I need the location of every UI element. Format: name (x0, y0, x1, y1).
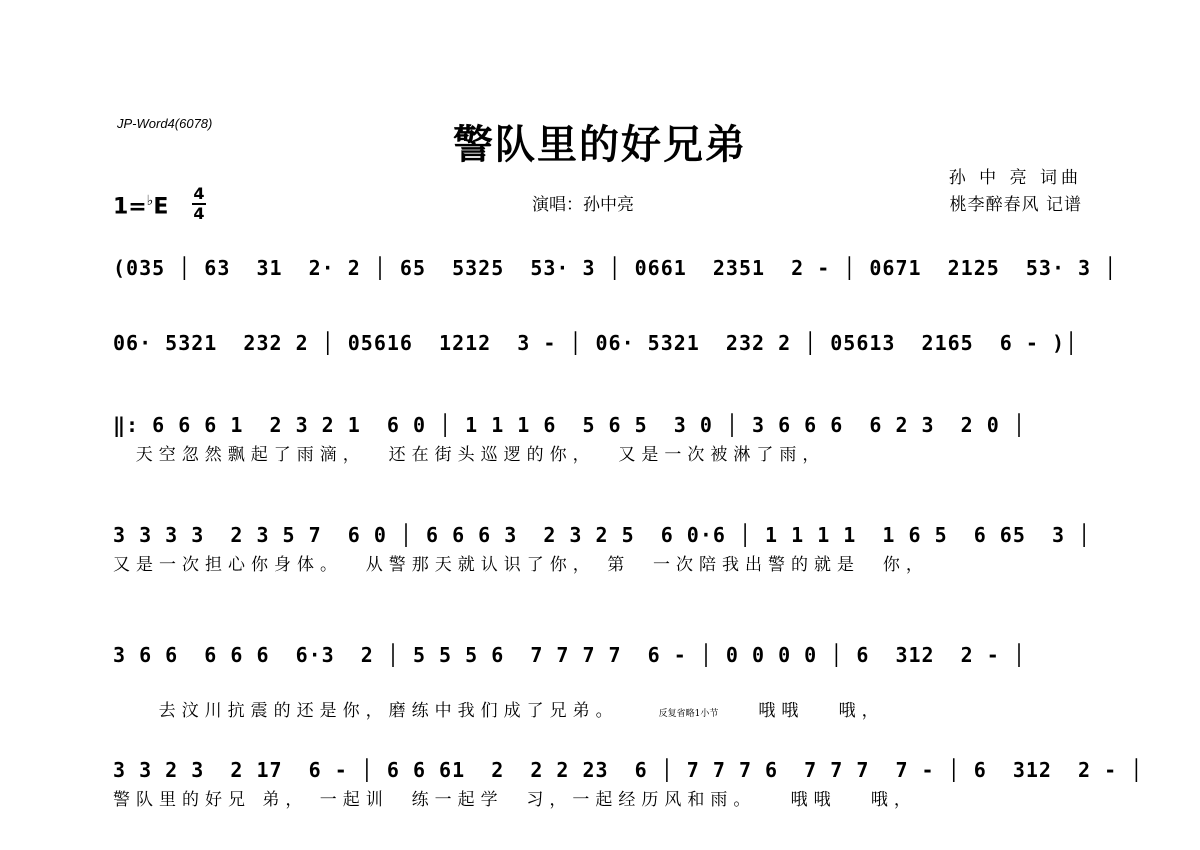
time-numerator: 4 (193, 184, 205, 203)
notation-line: 06· 5321 232 2 │ 05616 1212 3 - │ 06· 5321 232 2 │ 05613 2165 6 - )│ (113, 331, 1079, 355)
singer-credit: 演唱：孙中亮 (532, 195, 634, 215)
lyric-tail: 哦哦 哦， (758, 701, 885, 721)
lyric-line: 警队里的好兄 弟， 一起训 练一起学 习，一起经历风和雨。 哦哦 哦， (113, 790, 917, 810)
key-label: 1= (113, 194, 147, 220)
key-note: E (153, 194, 169, 220)
repeat-note: 反复省略1小节 (658, 709, 719, 719)
lyric-line: 又是一次担心你身体。 从警那天就认识了你， 第 一次陪我出警的就是 你， (113, 555, 929, 575)
notation-line: 3 3 2 3 2 17 6 - │ 6 6 61 2 2 2 23 6 │ 7 7 7 6 7 7 7 7 - │ 6 312 2 - │ (113, 758, 1144, 782)
score-system-2 (113, 328, 1089, 358)
song-title: 警队里的好兄弟 (453, 121, 747, 168)
score-system-1 (113, 253, 1118, 283)
score-system-4 (113, 520, 1092, 578)
key-signature (113, 193, 168, 219)
lyric-text: 去汶川抗震的还是你，磨练中我们成了兄弟。 (158, 701, 619, 721)
score-system-6 (113, 755, 1144, 813)
composer-credit: 孙 中 亮 词曲 (948, 168, 1082, 188)
score-system-5 (113, 640, 1089, 721)
flat-symbol: ♭ (146, 193, 154, 209)
time-signature (192, 185, 206, 223)
notation-line: 3 6 6 6 6 6 6·3 2 │ 5 5 5 6 7 7 7 7 6 - │ 0 0 0 0 │ 6 312 2 - │ (113, 643, 1026, 667)
notation-line: ‖: 6 6 6 1 2 3 2 1 6 0 │ 1 1 1 6 5 6 5 3 0 │ 3 6 6 6 6 2 3 2 0 │ (113, 413, 1026, 437)
software-label: JP-Word4(6078) (117, 116, 213, 131)
score-system-3 (113, 410, 1089, 468)
time-denominator: 4 (193, 204, 205, 223)
notation-line: 3 3 3 3 2 3 5 7 6 0 │ 6 6 6 3 2 3 2 5 6 0·6 │ 1 1 1 1 1 6 5 6 65 3 │ (113, 523, 1092, 547)
lyric-line: 天空忽然飘起了雨滴， 还在街头巡逻的你， 又是一次被淋了雨， (113, 445, 826, 465)
lyric-line (113, 672, 1089, 721)
transcriber-credit: 桃李醉春风 记谱 (949, 195, 1082, 215)
notation-line: (035 │ 63 31 2· 2 │ 65 5325 53· 3 │ 0661 2351 2 - │ 0671 2125 53· 3 │ (113, 256, 1118, 280)
